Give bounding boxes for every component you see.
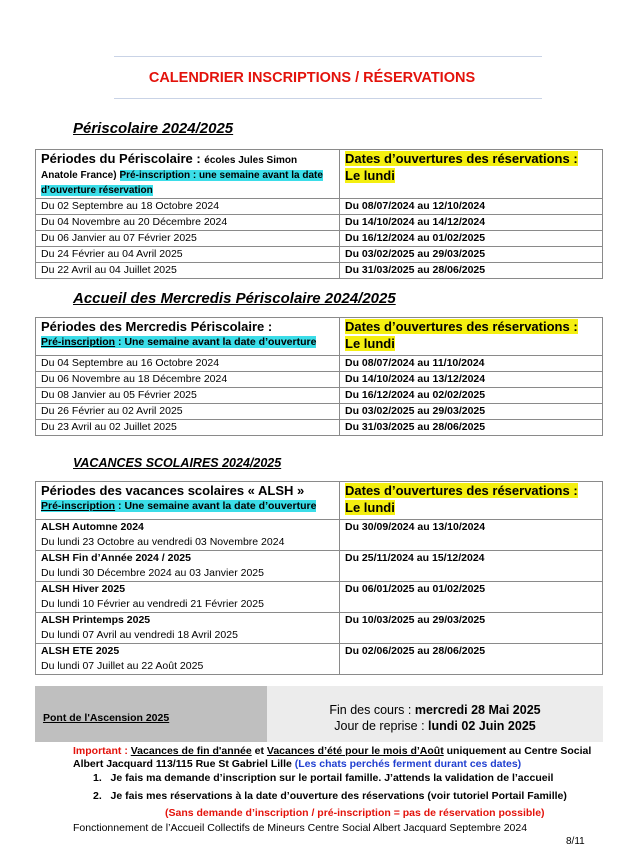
table-row: [36, 215, 603, 231]
periscolaire-table: [35, 149, 603, 279]
reservation-dates-cell: Du 03/02/2025 au 29/03/2025: [340, 404, 603, 420]
table-row: [36, 199, 603, 215]
alsh-period-cell: [36, 582, 340, 613]
table-row: [36, 388, 603, 404]
alsh-period-cell: [36, 613, 340, 644]
reservation-dates-cell: Du 10/03/2025 au 29/03/2025: [340, 613, 603, 644]
important-text-4: uniquement au Centre Social Albert Jacquard 113/115 Rue St Gabriel Lille: [73, 745, 592, 770]
ascension-box: [35, 686, 603, 742]
table-header-row: [36, 482, 603, 520]
alsh-name: ALSH Printemps 2025: [41, 614, 151, 626]
alsh-name: ALSH Fin d’Année 2024 / 2025: [41, 552, 191, 564]
periscolaire-rows: [36, 199, 603, 279]
period-cell: Du 26 Février au 02 Avril 2025: [36, 404, 340, 420]
table-row: [36, 420, 603, 436]
alsh-period-cell: [36, 551, 340, 582]
period-cell: Du 06 Novembre au 18 Décembre 2024: [36, 372, 340, 388]
table-row: [36, 613, 603, 644]
period-cell: Du 04 Septembre au 16 Octobre 2024: [36, 356, 340, 372]
step-1-num: 1.: [93, 772, 102, 784]
header-left-pre-label: Pré-inscription: [41, 336, 116, 348]
warning: [165, 807, 624, 819]
period-cell: Du 22 Avril au 04 Juillet 2025: [36, 263, 340, 279]
fin-des-cours: [267, 703, 603, 717]
header-right-cell: [340, 150, 603, 199]
period-cell: Du 23 Avril au 02 Juillet 2025: [36, 420, 340, 436]
table-header-row: [36, 318, 603, 356]
alsh-name: ALSH Hiver 2025: [41, 583, 126, 595]
reservation-dates-cell: Du 02/06/2025 au 28/06/2025: [340, 644, 603, 675]
table-row: [36, 404, 603, 420]
alsh-period: Du lundi 07 Avril au vendredi 18 Avril 2025: [41, 629, 238, 641]
reservation-dates-cell: Du 14/10/2024 au 13/12/2024: [340, 372, 603, 388]
ascension-label: Pont de l'Ascension 2025: [43, 712, 170, 724]
header-right-title: Dates d’ouvertures des réservations :: [345, 483, 578, 498]
page-number: 8/11: [566, 836, 585, 847]
header-left-title: Périodes des vacances scolaires « ALSH »: [41, 483, 305, 498]
header-right-cell: [340, 482, 603, 520]
alsh-period: Du lundi 10 Février au vendredi 21 Février 2025: [41, 598, 264, 610]
vacances-table: [35, 481, 603, 675]
header-left-pre-text: : Une semaine avant la date d’ouverture: [115, 336, 317, 348]
ascension-dates-cell: [267, 686, 603, 742]
reprise-label: Jour de reprise :: [334, 719, 429, 733]
top-rule: [114, 56, 542, 57]
step-1-text: Je fais ma demande d’inscription sur le portail famille. J’attends la validation de l’accueil: [110, 772, 554, 784]
reservation-dates-cell: Du 31/03/2025 au 28/06/2025: [340, 420, 603, 436]
footer-text: Fonctionnement de l’Accueil Collectifs de Mineurs Centre Social Albert Jacquard Septembre 2024: [73, 822, 528, 834]
title-rule: [114, 98, 542, 99]
period-cell: Du 24 Février au 04 Avril 2025: [36, 247, 340, 263]
header-left-schools: écoles Jules Simon Anatole France): [41, 155, 298, 181]
ascension-label-cell: [35, 686, 267, 742]
alsh-period: Du lundi 30 Décembre 2024 au 03 Janvier 2025: [41, 567, 264, 579]
table-header-row: [36, 150, 603, 199]
table-row: [36, 356, 603, 372]
step-2-text: Je fais mes réservations à la date d’ouverture des réservations (voir tutoriel Portail Famille): [110, 790, 567, 802]
header-right-title: Dates d’ouvertures des réservations :: [345, 151, 578, 166]
alsh-name: ALSH ETE 2025: [41, 645, 120, 657]
header-right-day: Le lundi: [345, 168, 395, 183]
table-row: [36, 231, 603, 247]
mercredis-table: [35, 317, 603, 436]
fin-label: Fin des cours :: [329, 703, 415, 717]
reservation-dates-cell: Du 30/09/2024 au 13/10/2024: [340, 520, 603, 551]
important-note: [73, 745, 593, 771]
table-row: [36, 582, 603, 613]
alsh-period: Du lundi 07 Juillet au 22 Août 2025: [41, 660, 204, 672]
header-left-cell: [36, 318, 340, 356]
reprise-value: lundi 02 Juin 2025: [428, 719, 536, 733]
header-left-preinscription: Pré-inscription : une semaine avant la date d’ouverture réservation: [41, 170, 323, 196]
reservation-dates-cell: Du 25/11/2024 au 15/12/2024: [340, 551, 603, 582]
alsh-period: Du lundi 23 Octobre au vendredi 03 Novembre 2024: [41, 536, 285, 548]
reservation-dates-cell: Du 14/10/2024 au 14/12/2024: [340, 215, 603, 231]
reservation-dates-cell: Du 08/07/2024 au 11/10/2024: [340, 356, 603, 372]
important-text-1: Vacances de fin d'année: [130, 745, 252, 757]
header-right-day: Le lundi: [345, 500, 395, 515]
reservation-dates-cell: Du 08/07/2024 au 12/10/2024: [340, 199, 603, 215]
section-heading-vacances: VACANCES SCOLAIRES 2024/2025: [73, 456, 282, 470]
table-row: [36, 263, 603, 279]
step-1: [93, 772, 613, 784]
fin-value: mercredi 28 Mai 2025: [414, 703, 541, 717]
section-heading-mercredis: Accueil des Mercredis Périscolaire 2024/2025: [73, 290, 396, 307]
reservation-dates-cell: Du 31/03/2025 au 28/06/2025: [340, 263, 603, 279]
alsh-period-cell: [36, 520, 340, 551]
important-text-3: Vacances d’été pour le mois d’Août: [266, 745, 444, 757]
important-text-2: et: [251, 745, 267, 757]
page-title: CALENDRIER INSCRIPTIONS / RÉSERVATIONS: [148, 70, 476, 86]
period-cell: Du 06 Janvier au 07 Février 2025: [36, 231, 340, 247]
header-left-cell: [36, 482, 340, 520]
period-cell: Du 02 Septembre au 18 Octobre 2024: [36, 199, 340, 215]
header-left-title: Périodes du Périscolaire :: [41, 151, 205, 166]
reservation-dates-cell: Du 06/01/2025 au 01/02/2025: [340, 582, 603, 613]
alsh-name: ALSH Automne 2024: [41, 521, 144, 533]
section-heading-periscolaire: Périscolaire 2024/2025: [73, 120, 234, 137]
table-row: [36, 644, 603, 675]
reservation-dates-cell: Du 16/12/2024 au 02/02/2025: [340, 388, 603, 404]
period-cell: Du 04 Novembre au 20 Décembre 2024: [36, 215, 340, 231]
warning-text: (Sans demande d’inscription / pré-inscription = pas de réservation possible): [165, 807, 545, 819]
step-2: [93, 790, 613, 802]
header-right-day: Le lundi: [345, 336, 395, 351]
jour-de-reprise: [267, 719, 603, 733]
mercredis-rows: [36, 356, 603, 436]
header-left-pre-label: Pré-inscription: [41, 500, 116, 512]
period-cell: Du 08 Janvier au 05 Février 2025: [36, 388, 340, 404]
important-label: Important :: [73, 745, 131, 757]
reservation-dates-cell: Du 16/12/2024 au 01/02/2025: [340, 231, 603, 247]
header-right-title: Dates d’ouvertures des réservations :: [345, 319, 578, 334]
table-row: [36, 520, 603, 551]
reservation-dates-cell: Du 03/02/2025 au 29/03/2025: [340, 247, 603, 263]
step-2-num: 2.: [93, 790, 102, 802]
alsh-period-cell: [36, 644, 340, 675]
important-text-5: (Les chats perchés ferment durant ces dates): [294, 758, 522, 770]
header-left-cell: [36, 150, 340, 199]
table-row: [36, 247, 603, 263]
table-row: [36, 551, 603, 582]
header-right-cell: [340, 318, 603, 356]
table-row: [36, 372, 603, 388]
header-left-title: Périodes des Mercredis Périscolaire :: [41, 319, 273, 334]
vacances-rows: [36, 520, 603, 675]
header-left-pre-text: : Une semaine avant la date d’ouverture: [115, 500, 317, 512]
